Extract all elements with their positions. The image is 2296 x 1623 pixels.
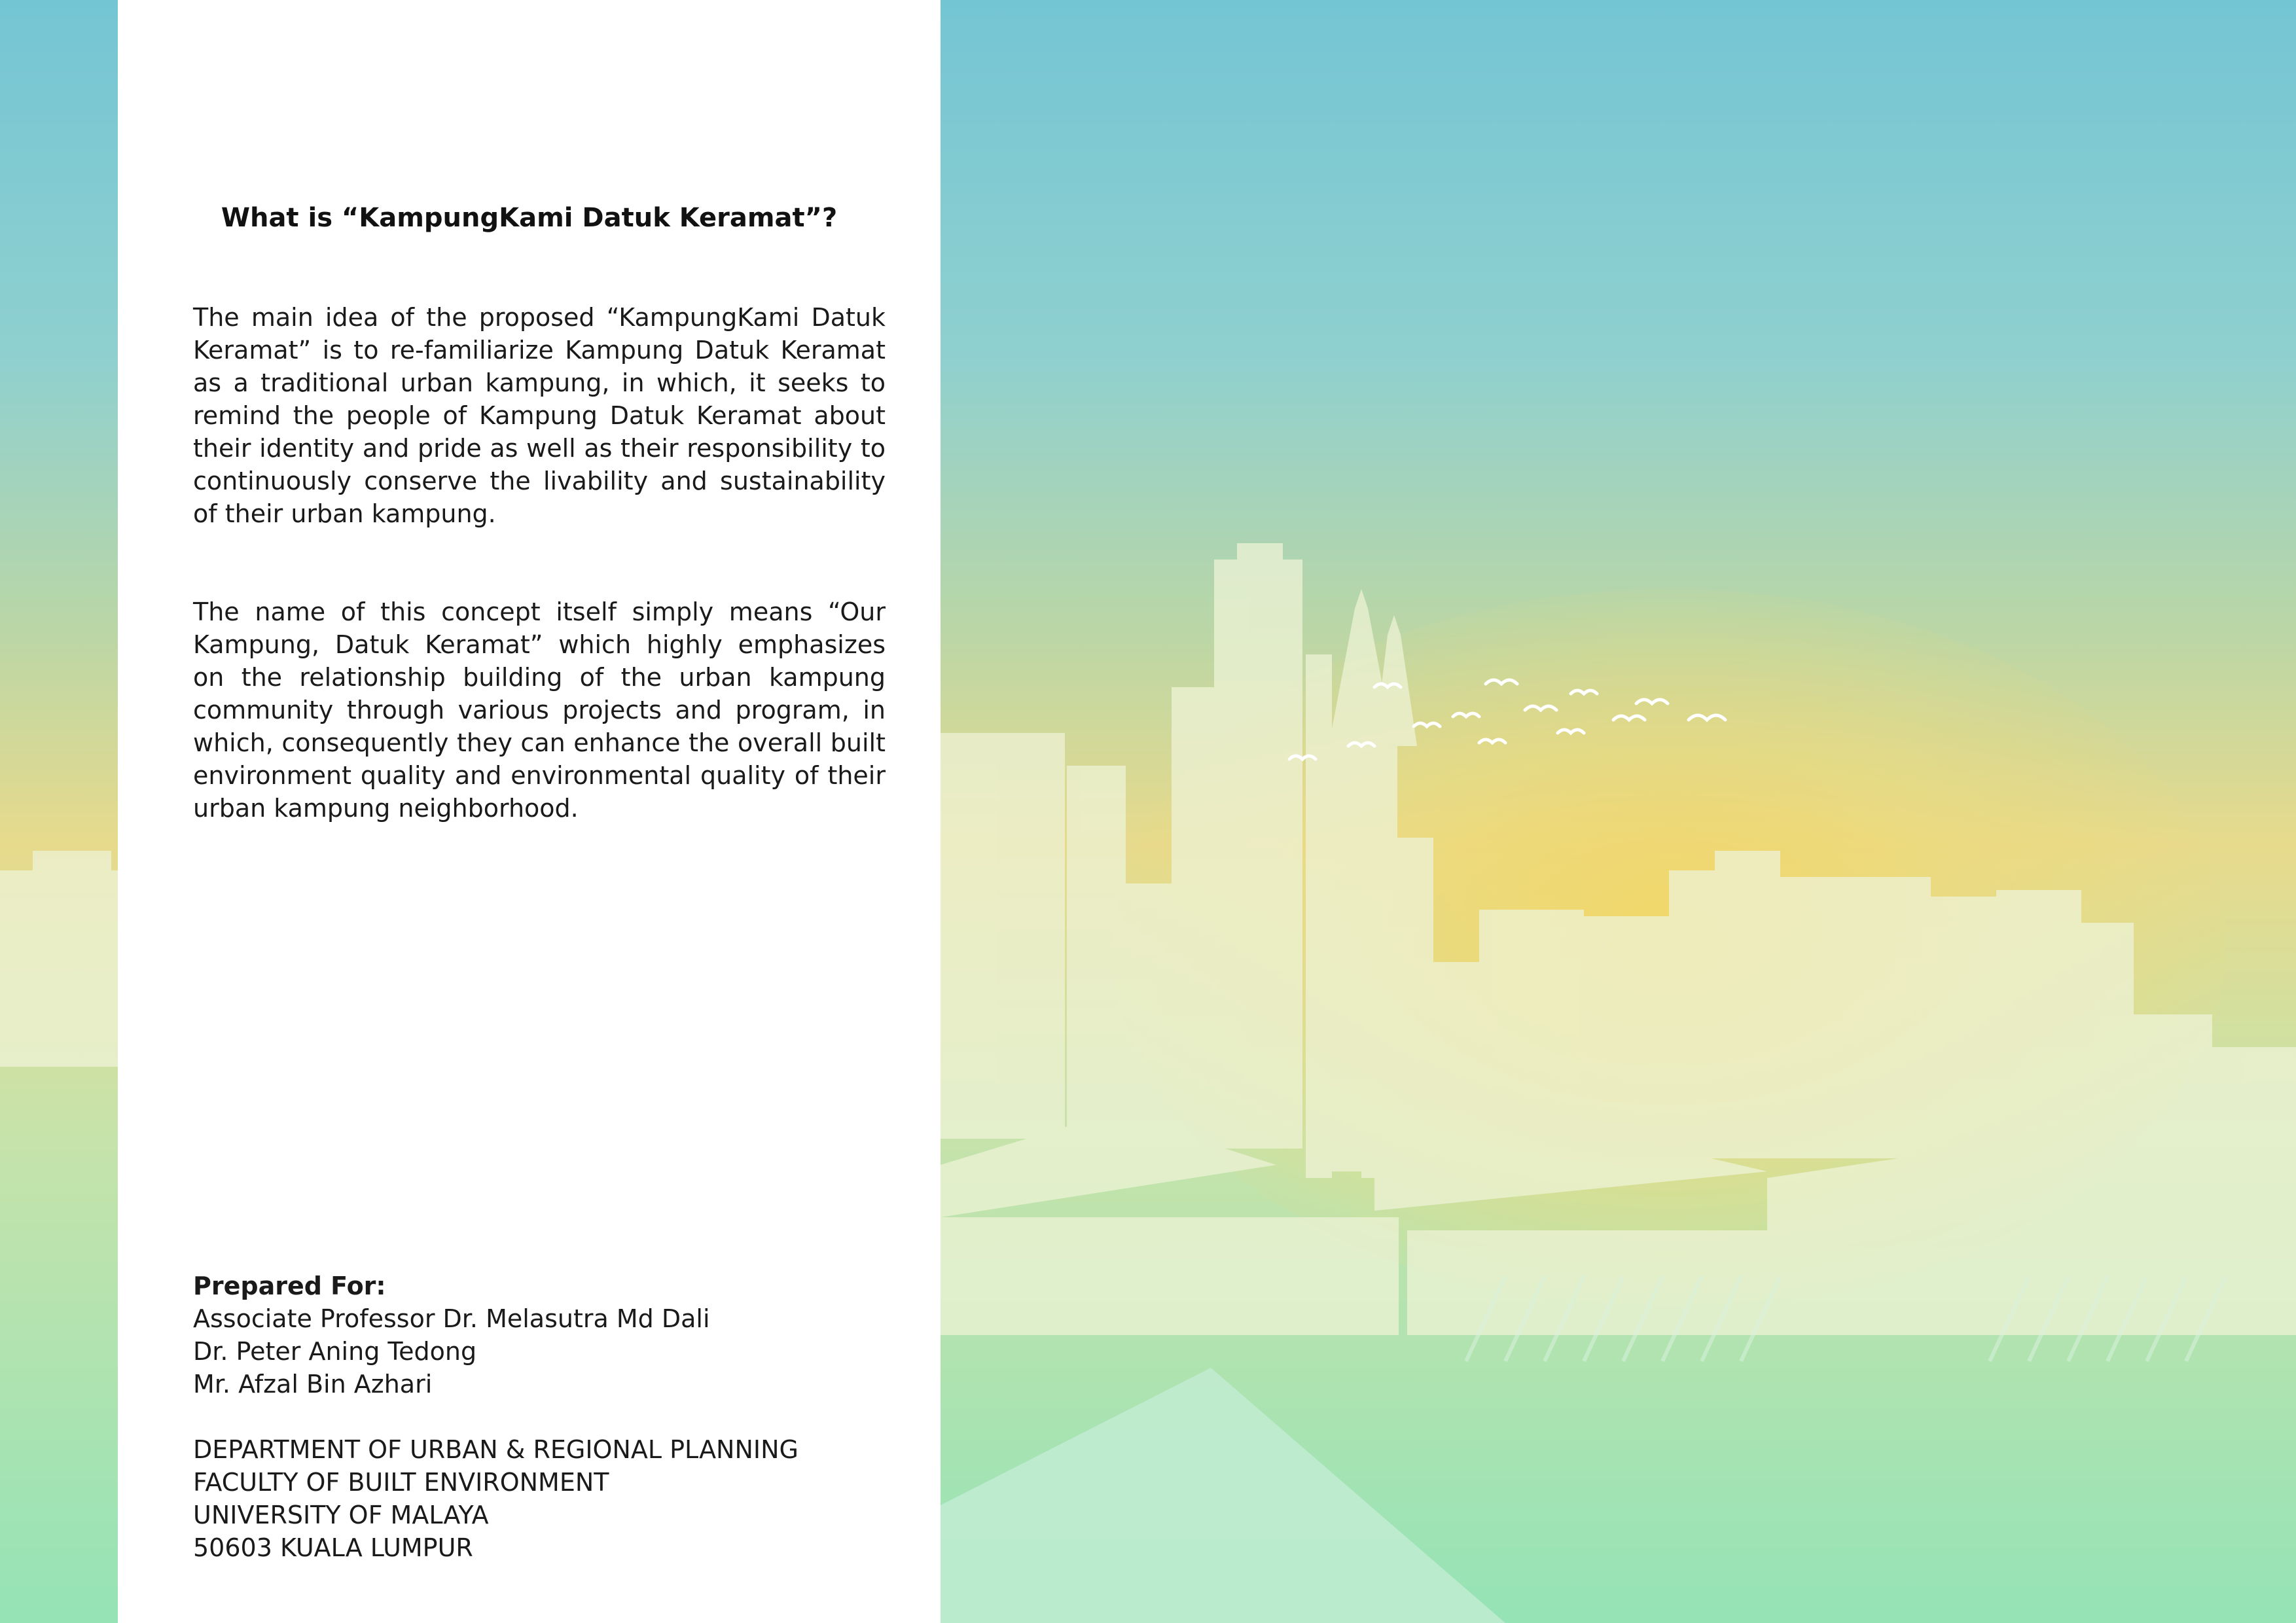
credits-block xyxy=(193,1270,913,1564)
prepared-for-name: Mr. Afzal Bin Azhari xyxy=(193,1370,433,1399)
paragraph-concept-name: The name of this concept itself simply means “Our Kampung, Datuk Keramat” which highly emphasizes on the relationship building of the urban kampung community through various projects and program, in which, consequently they can enhance the overall built environment quality and environmental quality of their urban kampung neighborhood. xyxy=(193,597,886,823)
spacer xyxy=(193,1400,913,1433)
prepared-for-heading: Prepared For: xyxy=(193,1272,386,1300)
address-line: UNIVERSITY OF MALAYA xyxy=(193,1501,489,1529)
document-title: What is “KampungKami Datuk Keramat”? xyxy=(221,203,838,233)
address-line: 50603 KUALA LUMPUR xyxy=(193,1533,473,1562)
text-panel xyxy=(118,0,941,1623)
prepared-for-name: Associate Professor Dr. Melasutra Md Dali xyxy=(193,1304,710,1333)
paragraph-main-idea: The main idea of the proposed “KampungKami Datuk Keramat” is to re-familiarize Kampung Datuk Keramat as a traditional urban kampung, in which, it seeks to remind the people of Kampung Datuk Keramat about their identity and pride as well as their responsibility to continuously conserve the livability and sustainability of their urban kampung. xyxy=(193,303,886,528)
address-line: FACULTY OF BUILT ENVIRONMENT xyxy=(193,1468,609,1497)
prepared-for-name: Dr. Peter Aning Tedong xyxy=(193,1337,477,1366)
address-line: DEPARTMENT OF URBAN & REGIONAL PLANNING xyxy=(193,1435,798,1464)
